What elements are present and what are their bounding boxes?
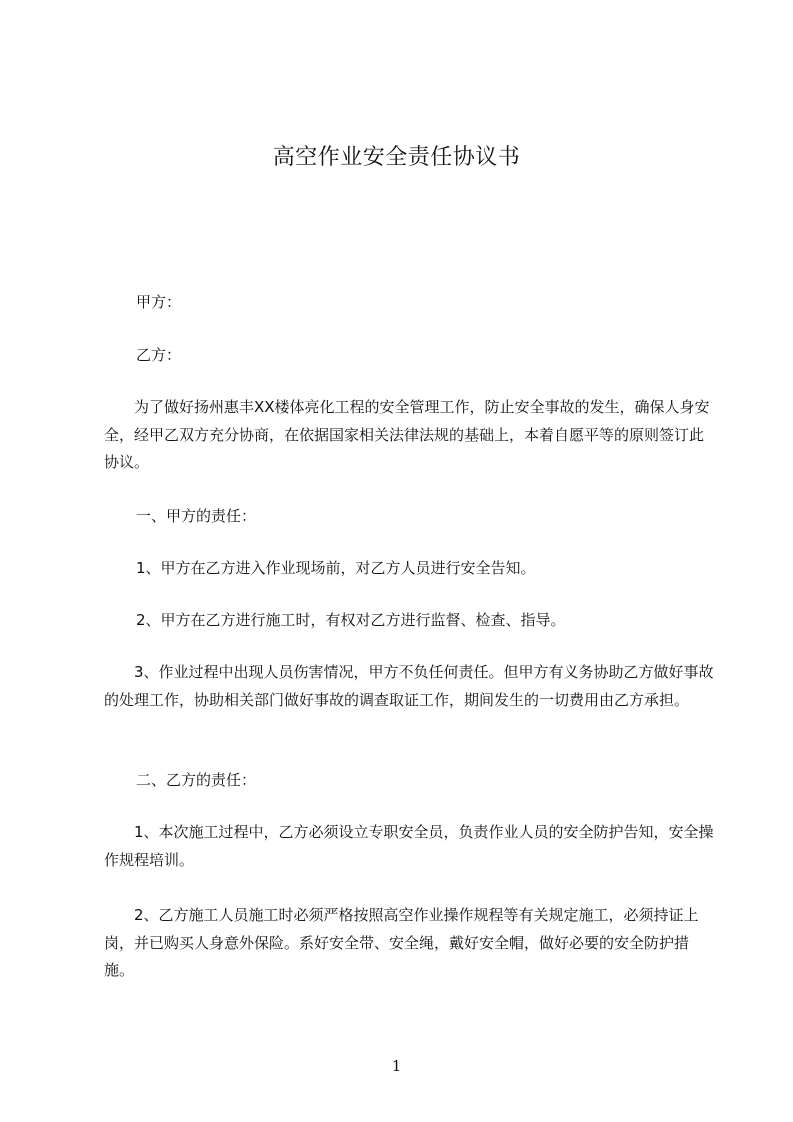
party-a-label: 甲方：: [136, 293, 182, 311]
section-a-item-3: 3、作业过程中出现人员伤害情况，甲方不负任何责任。但甲方有义务协助乙方做好事故的处理工作，协助相关部门做好事故的调查取证工作，期间发生的一切费用由乙方承担。: [104, 663, 714, 709]
document-title: 高空作业安全责任协议书: [272, 145, 521, 170]
party-b-label: 乙方：: [136, 346, 182, 364]
section-a-item-1: 1、甲方在乙方进入作业现场前，对乙方人员进行安全告知。: [136, 559, 536, 577]
section-b-heading: 二、乙方的责任：: [136, 771, 257, 789]
section-b-item-1: 1、本次施工过程中，乙方必须设立专职安全员，负责作业人员的安全防护告知，安全操作规程培训。: [104, 823, 714, 869]
intro-paragraph: 为了做好扬州惠丰XX楼体亮化工程的安全管理工作，防止安全事故的发生，确保人身安全，经甲乙双方充分协商，在依据国家相关法律法规的基础上，本着自愿平等的原则签订此协议。: [104, 398, 710, 471]
section-b-item-2: 2、乙方施工人员施工时必须严格按照高空作业操作规程等有关规定施工，必须持证上岗，并已购买人身意外保险。系好安全带、安全绳，戴好安全帽，做好必要的安全防护措施。: [104, 906, 699, 979]
page-number: 1: [391, 1057, 402, 1075]
section-a-item-2: 2、甲方在乙方进行施工时，有权对乙方进行监督、检查、指导。: [136, 611, 566, 629]
section-a-heading: 一、甲方的责任：: [136, 507, 257, 525]
